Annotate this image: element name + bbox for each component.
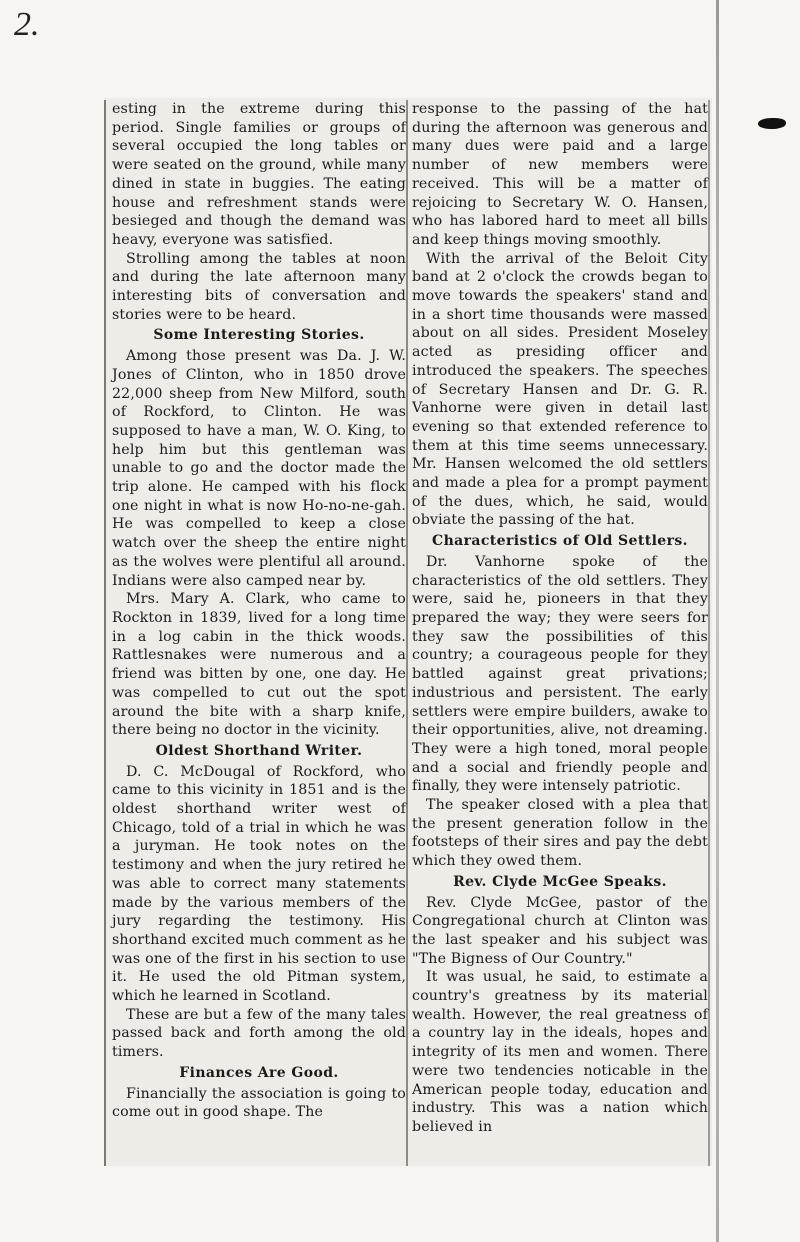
article-column-right [412,100,708,1137]
section-heading: Rev. Clyde McGee Speaks. [453,873,667,890]
section-heading: Finances Are Good. [179,1064,339,1081]
page-edge-line [716,0,719,1242]
article-column-left [112,100,406,1122]
article-paragraph: With the arrival of the Beloit City band at 2 o'clock the crowds began to move towards the speakers' stand and in a short time thousands were massed about on all sides. President Moseley acted as presiding officer and introduced the speakers. The speeches of Secretary Hansen and Dr. G. R. Vanhorne were given in detail last evening so that extended reference to them at this time seems unnecessary. Mr. Hansen welcomed the old settlers and made a plea for a prompt payment of the dues, which, he said, would obviate the passing of the hat. [412,250,708,529]
ink-blot-mark [758,118,786,129]
section-heading: Some Interesting Stories. [153,327,365,344]
page-number: 2. [14,6,40,43]
article-paragraph: Mrs. Mary A. Clark, who came to Rockton in 1839, lived for a long time in a log cabin in the thick woods. Rattlesnakes were numerous and a friend was bitten by one, one day. He was compelled to cut out the spot around the bite with a sharp knife, there being no doctor in the vicinity. [112,591,406,739]
article-paragraph: response to the passing of the hat during the afternoon was generous and many dues were paid and a large number of new members were received. This will be a matter of rejoicing to Secretary W. O. Hansen, who has labored hard to meet all bills and keep things moving smoothly. [412,101,708,248]
article-paragraph: The speaker closed with a plea that the present generation follow in the footsteps of their sires and pay the debt which they owed them. [412,797,708,870]
article-paragraph: esting in the extreme during this period. Single families or groups of several occupied the long tables or were seated on the ground, while many dined in state in buggies. The eating house and refreshment stands were besieged and though the demand was heavy, everyone was satisfied. [112,101,406,248]
column-rule-left [104,100,106,1166]
article-paragraph: Dr. Vanhorne spoke of the characteristics of the old settlers. They were, said he, pioneers in that they prepared the way; they were seers for they saw the possibilities of this country; a courageous people for they battled against great privations; industrious and persistent. The early settlers were empire builders, awake to their opportunities, alive, not dreaming. They were a high toned, moral people and a social and friendly people and finally, they were intensely patriotic. [412,553,708,795]
article-paragraph: Among those present was Da. J. W. Jones of Clinton, who in 1850 drove 22,000 sheep from New Milford, south of Rockford, to Clinton. He was supposed to have a man, W. O. King, to help him but this gentleman was unable to go and the doctor made the trip alone. He camped with his flock one night in what is now Ho-no-ne-gah. He was compelled to keep a close watch over the sheep the entire night as the wolves were plentiful all around. Indians were also camped near by. [112,348,406,589]
article-paragraph: Financially the association is going to come out in good shape. The [112,1085,406,1121]
section-heading: Characteristics of Old Settlers. [432,533,688,550]
article-paragraph: It was usual, he said, to estimate a country's greatness by its material wealth. However, the real greatness of a country lay in the ideals, hopes and integrity of its men and women. There were two tendencies noticable in the American people today, education and industry. This was a nation which believed in [412,969,708,1135]
column-rule-right [708,100,710,1166]
section-heading: Oldest Shorthand Writer. [155,742,363,759]
column-rule-middle [406,100,408,1166]
article-paragraph: Rev. Clyde McGee, pastor of the Congregational church at Clinton was the last speaker and his subject was "The Bigness of Our Country." [412,894,708,967]
article-paragraph: D. C. McDougal of Rockford, who came to this vicinity in 1851 and is the oldest shorthand writer west of Chicago, told of a trial in which he was a juryman. He took notes on the testimony and when the jury retired he was able to correct many statements made by the various members of the jury regarding the testimony. His shorthand excited much comment as he was one of the first in his section to use it. He used the old Pitman system, which he learned in Scotland. [112,763,406,1005]
article-paragraph: Strolling among the tables at noon and during the late afternoon many interesting bits of conversation and stories were to be heard. [112,250,406,323]
article-paragraph: These are but a few of the many tales passed back and forth among the old timers. [112,1006,406,1061]
